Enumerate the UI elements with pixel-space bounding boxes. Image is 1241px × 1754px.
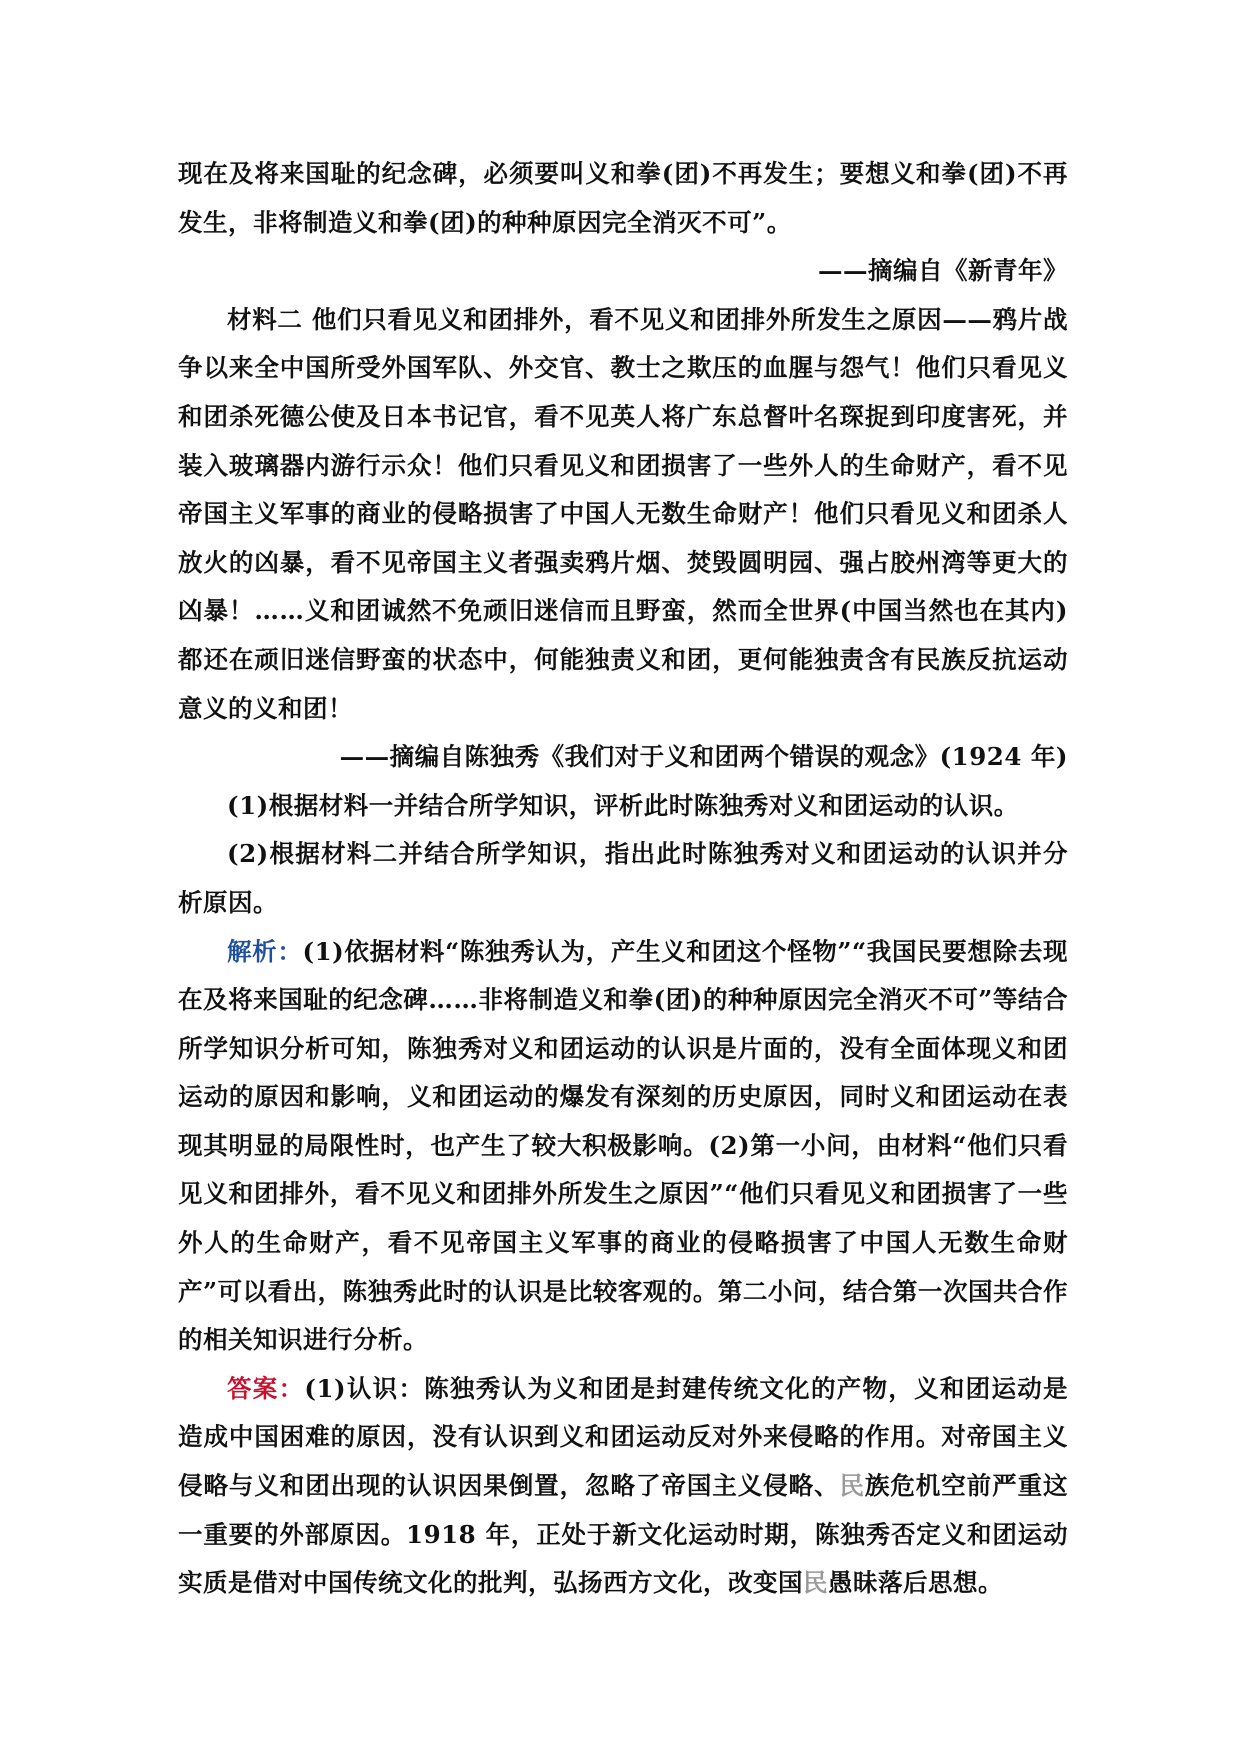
- answer-text-a: (1)认识：陈独秀认为义和团是封建传统文化的产物，义和团运动是造成中国困难的原因，没有认识到义和团运动反对外来侵略的作用。对帝国主义侵略与义和团出现的认识因果倒置，忽略了帝国主义侵略、: [178, 1373, 1069, 1501]
- material-two-text: 他们只看见义和团排外，看不见义和团排外所发生之原因——鸦片战争以来全中国所受外国军队、外交官、教士之欺压的血腥与怨气！他们只看见义和团杀死德公使及日本书记官，看不见英人将广东总督叶名琛捉到印度害死，并装入玻璃器内游行示众！他们只看见义和团损害了一些外人的生命财产，看不见帝国主义军事的商业的侵略损害了中国人无数生命财产！他们只看见义和团杀人放火的凶暴，看不见帝国主义者强卖鸦片烟、焚毁圆明园、强占胶州湾等更大的凶暴！……义和团诚然不免顽旧迷信而且野蛮，然而全世界(中国当然也在其内)都还在顽旧迷信野蛮的状态中，何能独责义和团，更何能独责含有民族反抗运动意义的义和团！: [178, 304, 1069, 723]
- answer-text-b: 族危机空前严重这一重要的外部原因。1918 年，正处于新文化运动时期，陈独秀否定义和团运动实质是借对中国传统文化的批判，弘扬西方文化，改变国: [178, 1471, 1069, 1598]
- analysis-paragraph: [178, 928, 1068, 1365]
- question-one: (1)根据材料一并结合所学知识，评析此时陈独秀对义和团运动的认识。: [227, 790, 1019, 820]
- answer-text-c: 愚昧落后思想。: [828, 1568, 1003, 1598]
- text-block: [178, 150, 1068, 1608]
- material-two-label: 材料二: [227, 304, 303, 334]
- question-two: (2)根据材料二并结合所学知识，指出此时陈独秀对义和团运动的认识并分析原因。: [178, 839, 1068, 917]
- material-one-source: ——摘编自《新青年》: [818, 256, 1068, 286]
- answer-ghost-char-2: 民: [803, 1568, 828, 1598]
- analysis-label: 解析：: [227, 936, 303, 966]
- material-two-paragraph: [178, 296, 1068, 733]
- answer-label: 答案：: [227, 1373, 305, 1403]
- answer-ghost-char-1: 民: [839, 1471, 865, 1501]
- analysis-text: (1)依据材料“陈独秀认为，产生义和团这个怪物”“我国民要想除去现在及将来国耻的纪念碑……非将制造义和拳(团)的种种原因完全消灭不可”等结合所学知识分析可知，陈独秀对义和团运动的认识是片面的，没有全面体现义和团运动的原因和影响，义和团运动的爆发有深刻的历史原因，同时义和团运动在表现其明显的局限性时，也产生了较大积极影响。(2)第一小问，由材料“他们只看见义和团排外，看不见义和团排外所发生之原因”“他们只看见义和团损害了一些外人的生命财产，看不见帝国主义军事的商业的侵略损害了中国人无数生命财产”可以看出，陈独秀此时的认识是比较客观的。第二小问，结合第一次国共合作的相关知识进行分析。: [178, 936, 1068, 1355]
- answer-paragraph: [178, 1365, 1068, 1608]
- material-two-source: ——摘编自陈独秀《我们对于义和团两个错误的观念》(1924 年): [339, 742, 1068, 772]
- material-one-ending: 现在及将来国耻的纪念碑，必须要叫义和拳(团)不再发生；要想义和拳(团)不再发生，非将制造义和拳(团)的种种原因完全消灭不可”。: [178, 159, 1068, 237]
